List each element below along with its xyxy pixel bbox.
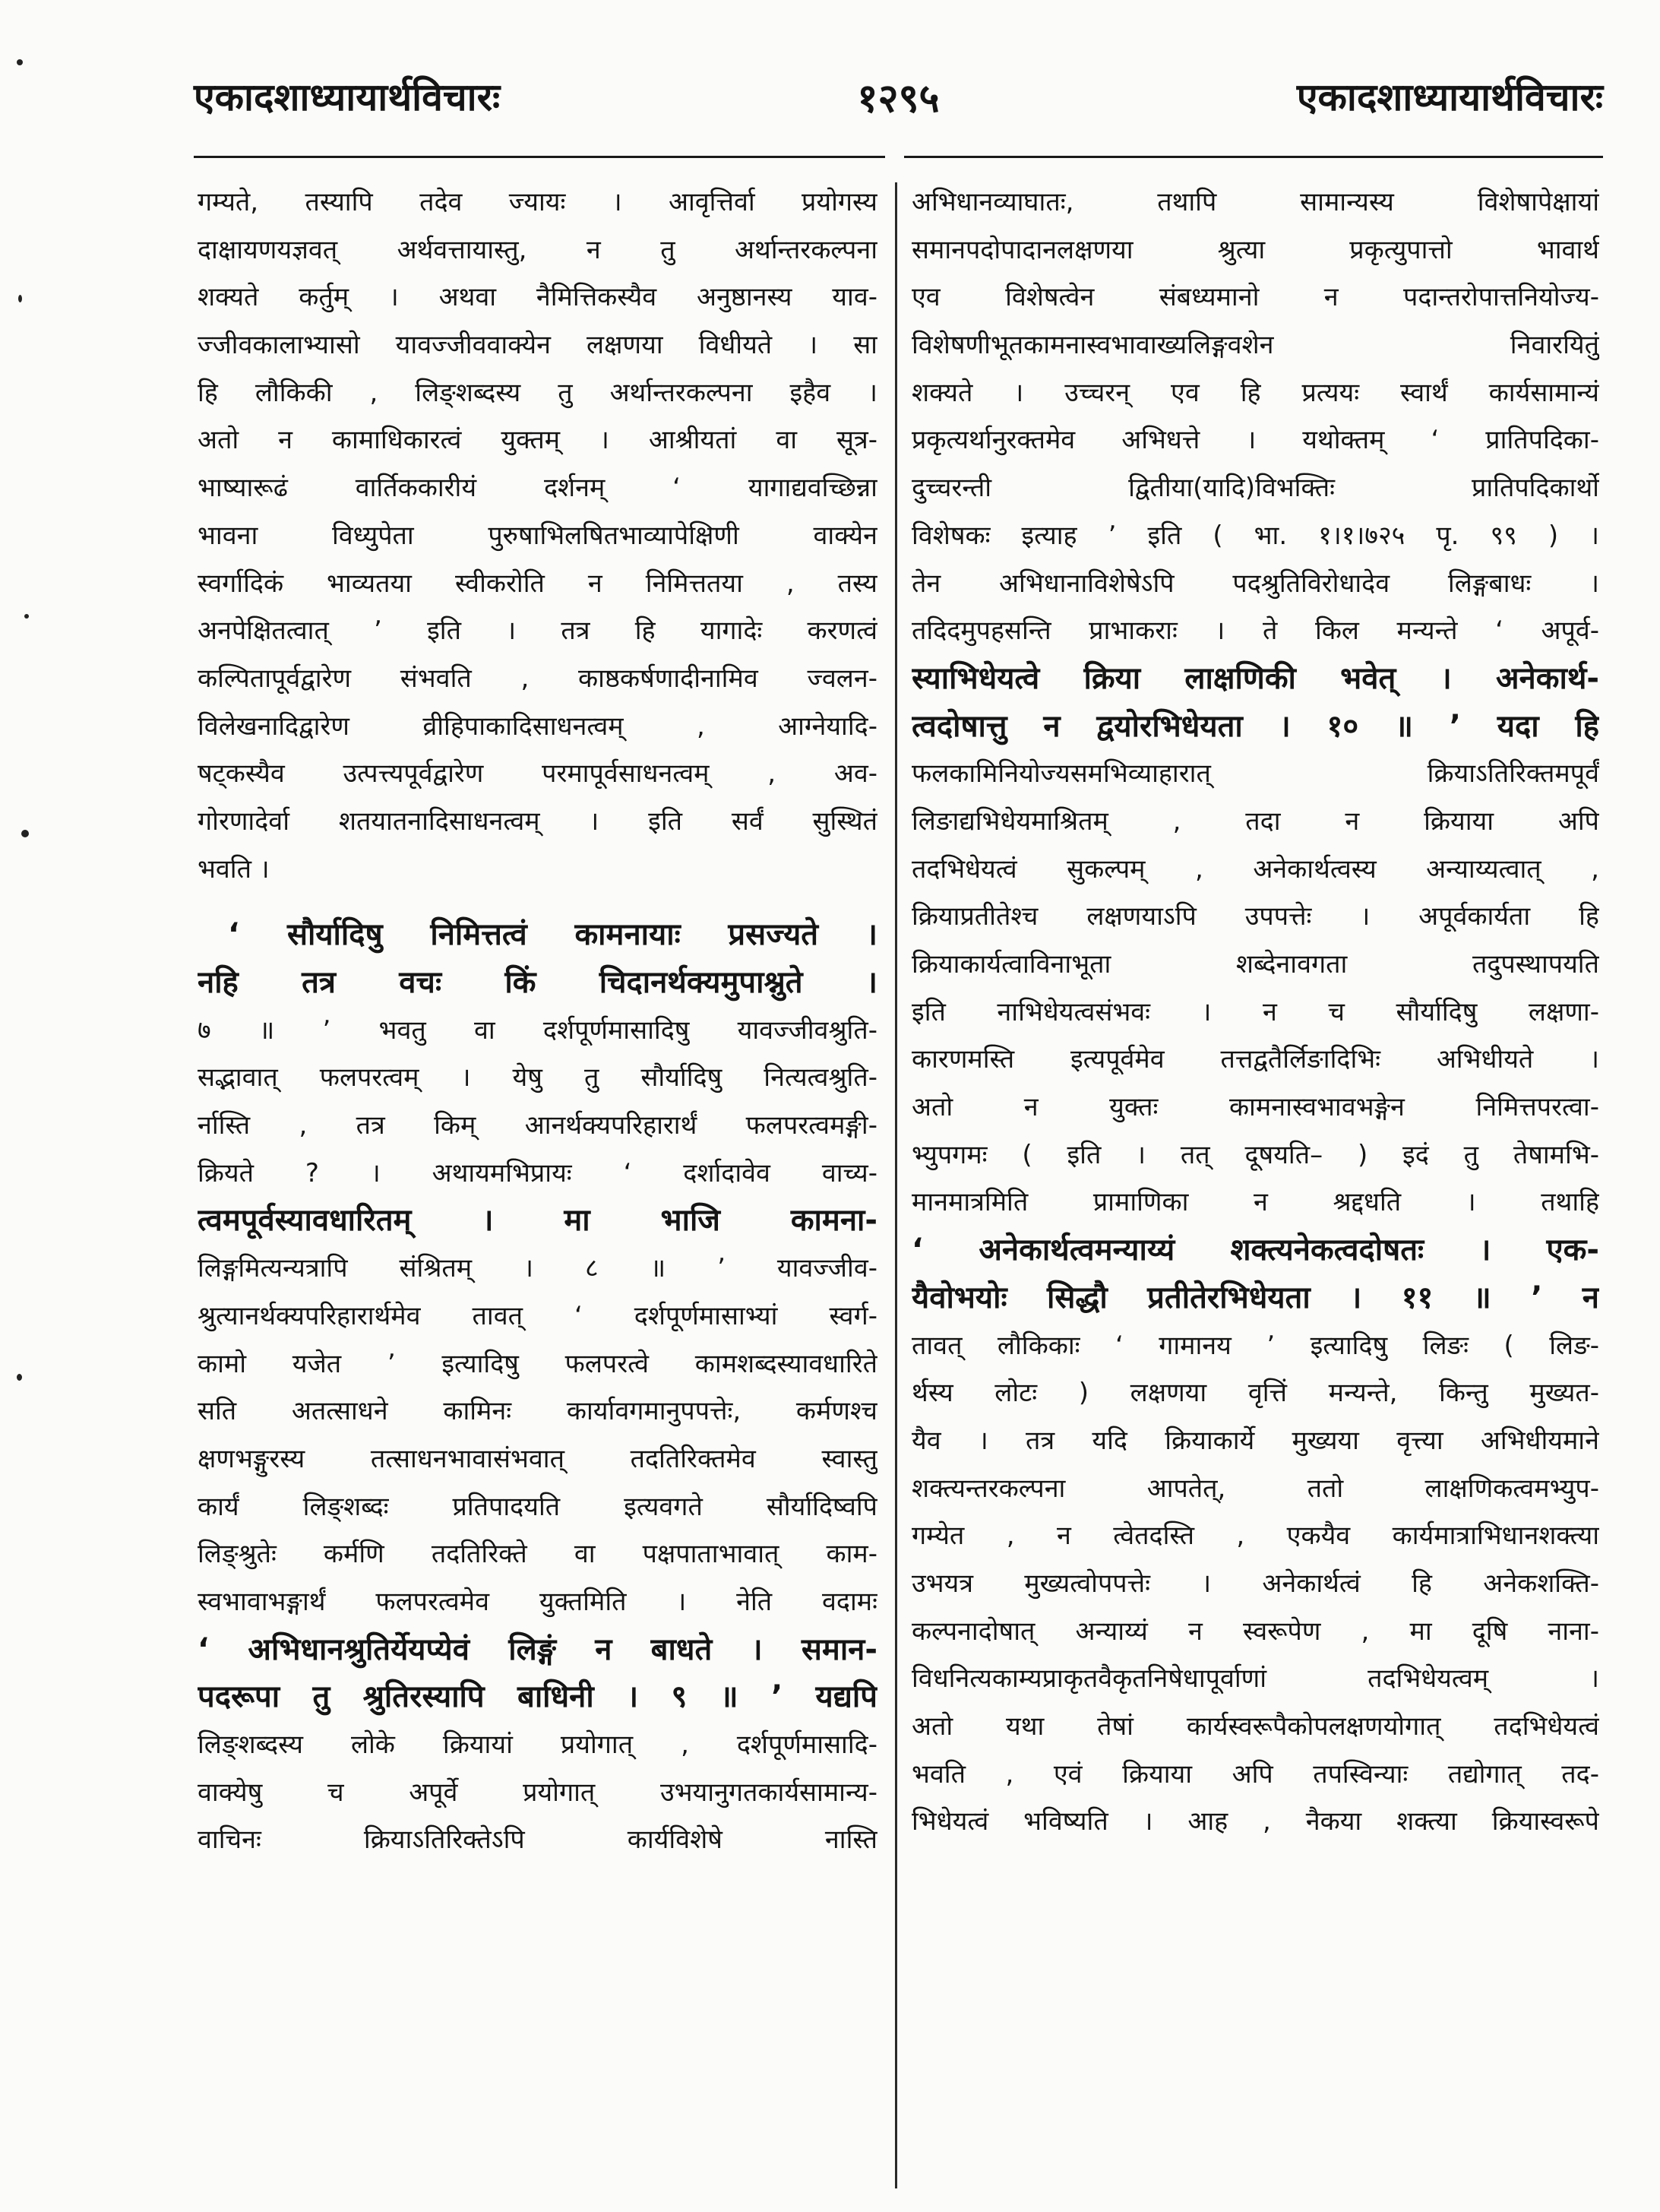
text-line: स्वर्गादिकं भाव्यतया स्वीकरोति न निमित्ततया , तस्य xyxy=(198,568,877,599)
text-line: फलकामिनियोज्यसमभिव्याहारात् क्रियाऽतिरिक्तमपूर्वं xyxy=(912,758,1599,790)
text-line: स्वभावाभङ्गार्थं फलपरत्वमेव युक्तमिति । नेति वदामः xyxy=(198,1586,877,1617)
text-line: षट्कस्यैव उत्पत्त्यपूर्वद्वारेण परमापूर्वसाधनत्वम् , अव- xyxy=(198,758,877,790)
text-line: हि लौकिकी , लिङ्शब्दस्य तु अर्थान्तरकल्पना इहैव । xyxy=(198,377,877,408)
text-line: सति अतत्साधने कामिनः कार्यावगमानुपपत्तेः, कर्मणश्च xyxy=(198,1396,877,1427)
right-text-column xyxy=(912,179,1599,1846)
text-line: दाक्षायणयज्ञवत् अर्थवत्तायास्तु, न तु अर्थान्तरकल्पना xyxy=(198,234,877,265)
text-line: लिङ्गमित्यन्यत्रापि संश्रितम् । ८ ॥ ’ यावज्जीव- xyxy=(198,1253,877,1284)
column-divider xyxy=(895,182,897,2188)
text-line: तदभिधेयत्वं सुकल्पम् , अनेकार्थत्वस्य अन्याय्यत्वात् , xyxy=(912,853,1599,884)
text-line: कल्पनादोषात् अन्याय्यं न स्वरूपेण , मा दूषि नाना- xyxy=(912,1615,1599,1647)
text-line: कामो यजेत ’ इत्यादिषु फलपरत्वे कामशब्दस्यावधारिते xyxy=(198,1348,877,1379)
text-line: भाष्यारूढं वार्तिककारीयं दर्शनम् ‘ यागाद्यवच्छिन्ना xyxy=(198,473,877,504)
text-line: कारणमस्ति इत्यपूर्वमेव तत्तद्वतैर्लिङादिभिः अभिधीयते । xyxy=(912,1044,1599,1075)
text-line: यैव । तत्र यदि क्रियाकार्ये मुख्यया वृत्त्या अभिधीयमाने xyxy=(912,1425,1599,1456)
text-line: तावत् लौकिकाः ‘ गामानय ’ इत्यादिषु लिङः ( लिङ- xyxy=(912,1330,1599,1361)
text-line: तदिदमुपहसन्ति प्राभाकराः । ते किल मन्यन्ते ‘ अपूर्व- xyxy=(912,615,1599,647)
text-line: दुच्चरन्ती द्वितीया(यादि)विभक्तिः प्रातिपदिकार्थो xyxy=(912,473,1599,504)
text-line: अनपेक्षितत्वात् ’ इति । तत्र हि यागादेः करणत्वं xyxy=(198,615,877,647)
paragraph-gap xyxy=(198,893,877,911)
text-line: गम्येत , न त्वेतदस्ति , एकयैव कार्यमात्राभिधानशक्त्या xyxy=(912,1521,1599,1552)
text-line: लिङ्शब्दस्य लोके क्रियायां प्रयोगात् , दर्शपूर्णमासादि- xyxy=(198,1729,877,1760)
header-rule-right xyxy=(904,156,1603,158)
text-line: उभयत्र मुख्यत्वोपपत्तेः । अनेकार्थत्वं हि अनेकशक्ति- xyxy=(912,1568,1599,1599)
text-line: गोरणादेर्वा शतयातनादिसाधनत्वम् । इति सर्वं सुस्थितं xyxy=(198,805,877,837)
scan-mark xyxy=(17,59,23,65)
text-line: तेन अभिधानाविशेषेऽपि पदश्रुतिविरोधादेव लिङ्गबाधः । xyxy=(912,568,1599,599)
scan-mark xyxy=(18,295,22,302)
left-text-column xyxy=(198,179,877,1864)
text-line: प्रकृत्यर्थानुरक्तमेव अभिधत्ते । यथोक्तम् ‘ प्रातिपदिका- xyxy=(912,425,1599,456)
text-line: ७ ॥ ’ भवतु वा दर्शपूर्णमासादिषु यावज्जीवश्रुति- xyxy=(198,1014,877,1046)
header-left-title: एकादशाध्यायार्थविचारः xyxy=(194,75,501,119)
text-line: वाचिनः क्रियाऽतिरिक्तेऽपि कार्यविशेषे नास्ति xyxy=(198,1824,877,1856)
text-line: अतो न कामाधिकारत्वं युक्तम् । आश्रीयतां वा सूत्र- xyxy=(198,425,877,456)
text-line: वाक्येषु च अपूर्वे प्रयोगात् उभयानुगतकार्यसामान्य- xyxy=(198,1777,877,1808)
text-line: कल्पितापूर्वद्वारेण संभवति , काष्ठकर्षणादीनामिव ज्वलन- xyxy=(198,663,877,694)
text-line: विशेषकः इत्याह ’ इति ( भा. १।१।७२५ पृ. ९९ ) । xyxy=(912,520,1599,551)
text-line: भवति । xyxy=(198,853,270,884)
text-line: लिङाद्यभिधेयमाश्रितम् , तदा न क्रियाया अपि xyxy=(912,805,1599,837)
text-line: भावना विध्युपेता पुरुषाभिलषितभाव्यापेक्षिणी वाक्येन xyxy=(198,520,877,551)
text-line: भ्युपगमः ( इति । तत् दूषयति– ) इदं तु तेषामभि- xyxy=(912,1139,1599,1170)
text-line: मानमात्रमिति प्रामाणिका न श्रद्दधति । तथाहि xyxy=(912,1187,1599,1218)
text-line: क्षणभङ्गुरस्य तत्साधनभावासंभवात् तदतिरिक्तमेव स्वास्तु xyxy=(198,1443,877,1474)
header-rule-left xyxy=(194,156,885,158)
scan-mark xyxy=(21,830,29,837)
header-right-title: एकादशाध्यायार्थविचारः xyxy=(1296,75,1603,119)
text-line: अतो न युक्तः कामनास्वभावभङ्गेन निमित्तपरत्वा- xyxy=(912,1092,1599,1123)
text-line: इति नाभिधेयत्वसंभवः । न च सौर्यादिषु लक्षणा- xyxy=(912,996,1599,1027)
text-line: ज्जीवकालाभ्यासो यावज्जीववाक्येन लक्षणया विधीयते । सा xyxy=(198,330,877,361)
text-line: विलेखनादिद्वारेण व्रीहिपाकादिसाधनत्वम् , आग्नेयादि- xyxy=(198,710,877,742)
text-line: शक्यते कर्तुम् । अथवा नैमित्तिकस्यैव अनुष्ठानस्य याव- xyxy=(198,282,877,313)
text-line: भवति , एवं क्रियाया अपि तपस्विन्याः तद्योगात् तद- xyxy=(912,1758,1599,1790)
text-line: शक्यते । उच्चरन् एव हि प्रत्ययः स्वार्थं कार्यसामान्यं xyxy=(912,377,1599,408)
scan-mark xyxy=(17,1374,22,1381)
text-line: क्रियाकार्यत्वाविनाभूता शब्देनावगता तदुपस्थापयति xyxy=(912,949,1599,979)
text-line: विधनित्यकाम्यप्राकृतवैकृतनिषेधापूर्वाणां तदभिधेयत्वम् । xyxy=(912,1663,1599,1695)
text-line: विशेषणीभूतकामनास्वभावाख्यलिङ्गवशेन निवारयितुं xyxy=(912,330,1599,361)
text-line: कार्यं लिङ्शब्दः प्रतिपादयति इत्यवगते सौर्यादिष्वपि xyxy=(198,1491,877,1522)
page-number: १२९५ xyxy=(857,76,940,122)
text-line: त्वदोषात्तु न द्वयोरभिधेयता । १० ॥ ’ यदा हि xyxy=(912,708,1599,744)
text-line: र्थस्य लोटः ) लक्षणया वृत्तिं मन्यन्ते, किन्तु मुख्यत- xyxy=(912,1378,1599,1409)
text-line: भिधेयत्वं भविष्यति । आह , नैकया शक्त्या क्रियास्वरूपे xyxy=(912,1806,1599,1837)
text-line: त्वमपूर्वस्यावधारितम् । मा भाजि कामना- xyxy=(198,1203,877,1239)
text-line: शक्त्यन्तरकल्पना आपतेत्, ततो लाक्षणिकत्वमभ्युप- xyxy=(912,1473,1599,1504)
text-line: ‘ अनेकार्थत्वमन्याय्यं शक्त्यनेकत्वदोषतः । एक- xyxy=(912,1233,1599,1268)
text-line: यैवोभयोः सिद्धौ प्रतीतेरभिधेयता । ११ ॥ ’ न xyxy=(912,1280,1599,1315)
text-line: र्नास्ति , तत्र किम् आनर्थक्यपरिहारार्थं फलपरत्वमङ्गी- xyxy=(198,1110,877,1141)
text-line: ‘ सौर्यादिषु निमित्तत्वं कामनायाः प्रसज्यते । xyxy=(228,917,877,953)
text-line: पदरूपा तु श्रुतिरस्यापि बाधिनी । ९ ॥ ’ यद्यपि xyxy=(198,1679,877,1715)
text-line: ‘ अभिधानश्रुतिर्येयप्येवं लिङ्गं न बाधते । समान- xyxy=(198,1631,877,1667)
text-line: सद्भावात् फलपरत्वम् । येषु तु सौर्यादिषु नित्यत्वश्रुति- xyxy=(198,1062,877,1093)
text-line: क्रियाप्रतीतेश्च लक्षणयाऽपि उपपत्तेः । अपूर्वकार्यता हि xyxy=(912,901,1599,932)
running-header xyxy=(194,70,1603,138)
text-line: एव विशेषत्वेन संबध्यमानो न पदान्तरोपात्तनियोज्य- xyxy=(912,282,1599,313)
text-line: स्याभिधेयत्वे क्रिया लाक्षणिकी भवेत् । अनेकार्थ- xyxy=(912,660,1599,696)
text-line: गम्यते, तस्यापि तदेव ज्यायः । आवृत्तिर्वा प्रयोगस्य xyxy=(198,187,877,217)
text-line: अतो यथा तेषां कार्यस्वरूपैकोपलक्षणयोगात् तदभिधेयत्वं xyxy=(912,1711,1599,1742)
text-line: श्रुत्यानर्थक्यपरिहारार्थमेव तावत् ‘ दर्शपूर्णमासाभ्यां स्वर्ग- xyxy=(198,1300,877,1331)
text-line: नहि तत्र वचः किं चिदानर्थक्यमुपाश्नुते । xyxy=(198,965,877,1000)
text-line: क्रियते ? । अथायमभिप्रायः ‘ दर्शादावेव वाच्य- xyxy=(198,1157,877,1188)
scan-mark xyxy=(24,614,29,619)
text-line: अभिधानव्याघातः, तथापि सामान्यस्य विशेषापेक्षायां xyxy=(912,187,1599,217)
text-line: लिङ्श्रुतेः कर्मणि तदतिरिक्ते वा पक्षपाताभावात् काम- xyxy=(198,1539,877,1570)
text-line: समानपदोपादानलक्षणया श्रुत्या प्रकृत्युपात्तो भावार्थ xyxy=(912,234,1599,265)
